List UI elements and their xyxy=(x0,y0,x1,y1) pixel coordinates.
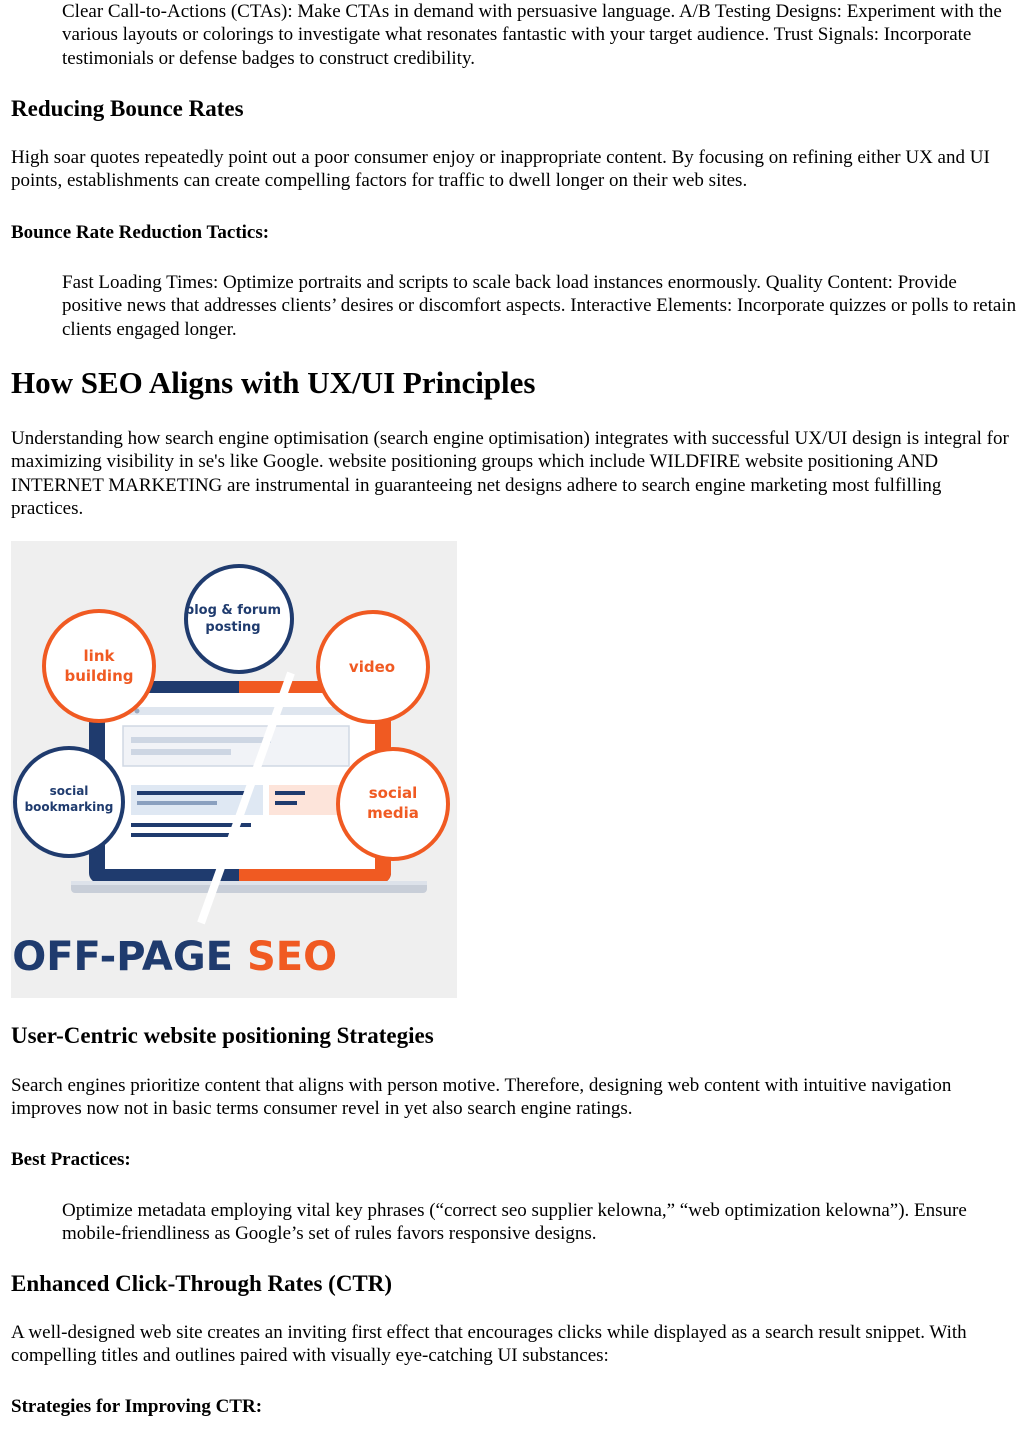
heading-user-centric: User-Centric website positioning Strategies xyxy=(11,1023,434,1048)
bounce-paragraph: High soar quotes repeatedly point out a poor consumer enjoy or inappropriate content. By focusing on refining either UX and UI points, establishments can create compelling factors for traffic to dwell longer on their web sites. xyxy=(11,147,990,192)
bounce-tactics-text: Fast Loading Times: Optimize portraits and scripts to scale back load instances enormously. Quality Content: Provide positive news that addresses clients’ desires or discomfort aspects. Interactive Elements: Incorporate quizzes or polls to retain clients engaged longer. xyxy=(62,272,1017,340)
video-circle-label: video xyxy=(348,658,396,676)
blog-circle-line1: blog & forum xyxy=(184,603,282,618)
heading-reducing-bounce-rates: Reducing Bounce Rates xyxy=(11,96,244,121)
link-circle-line2: building xyxy=(64,667,134,685)
blog-circle-line2: posting xyxy=(205,620,261,635)
subheading-strategies-ctr: Strategies for Improving CTR: xyxy=(11,1396,263,1417)
heading-seo-aligns: How SEO Aligns with UX/UI Principles xyxy=(11,365,536,400)
laptop-screen xyxy=(105,693,375,869)
off-page-seo-illustration xyxy=(11,541,457,998)
social-bookmarking-line2: bookmarking xyxy=(24,800,114,814)
seo-paragraph: Understanding how search engine optimisation (search engine optimisation) integrates with successful UX/UI design is integral for maximizing visibility in se's like Google. website positioning groups which include WILDFIRE website positioning AND INTERNET MARKETING are instrumental in guaranteeing net designs adhere to search engine marketing most fulfilling practices. xyxy=(11,428,1009,519)
ctr-paragraph: A well-designed web site creates an inviting first effect that encourages clicks while displayed as a search result snippet. With compelling titles and outlines paired with visually eye-catching UI substances: xyxy=(11,1322,967,1367)
best-practices-text: Optimize metadata employing vital key phrases (“correct seo supplier kelowna,” “web optimization kelowna”). Ensure mobile-friendliness as Google’s set of rules favors responsive designs. xyxy=(62,1200,967,1245)
link-building-circle xyxy=(44,611,154,721)
social-media-line2: media xyxy=(367,804,419,822)
subheading-best-practices: Best Practices: xyxy=(11,1149,131,1170)
link-circle-line1: link xyxy=(83,647,115,665)
subheading-bounce-tactics: Bounce Rate Reduction Tactics: xyxy=(11,222,270,243)
heading-enhanced-ctr: Enhanced Click-Through Rates (CTR) xyxy=(11,1271,393,1296)
intro-paragraph: Clear Call-to-Actions (CTAs): Make CTAs in demand with persuasive language. A/B Testing Designs: Experiment with the various layouts or colorings to investigate what resonates fantastic with your target audience. Trust Signals: Incorporate testimonials or defense badges to construct credibility. xyxy=(62,1,1002,69)
social-media-line1: social xyxy=(368,784,418,802)
social-bookmarking-line1: social xyxy=(49,784,89,798)
blog-forum-circle xyxy=(186,566,292,672)
figure-title-off-page: OFF-PAGE xyxy=(12,934,233,980)
figure-title-seo: SEO xyxy=(247,934,338,980)
user-centric-paragraph: Search engines prioritize content that aligns with person motive. Therefore, designing web content with intuitive navigation improves now not in basic terms consumer revel in yet also search engine ratings. xyxy=(11,1075,952,1120)
